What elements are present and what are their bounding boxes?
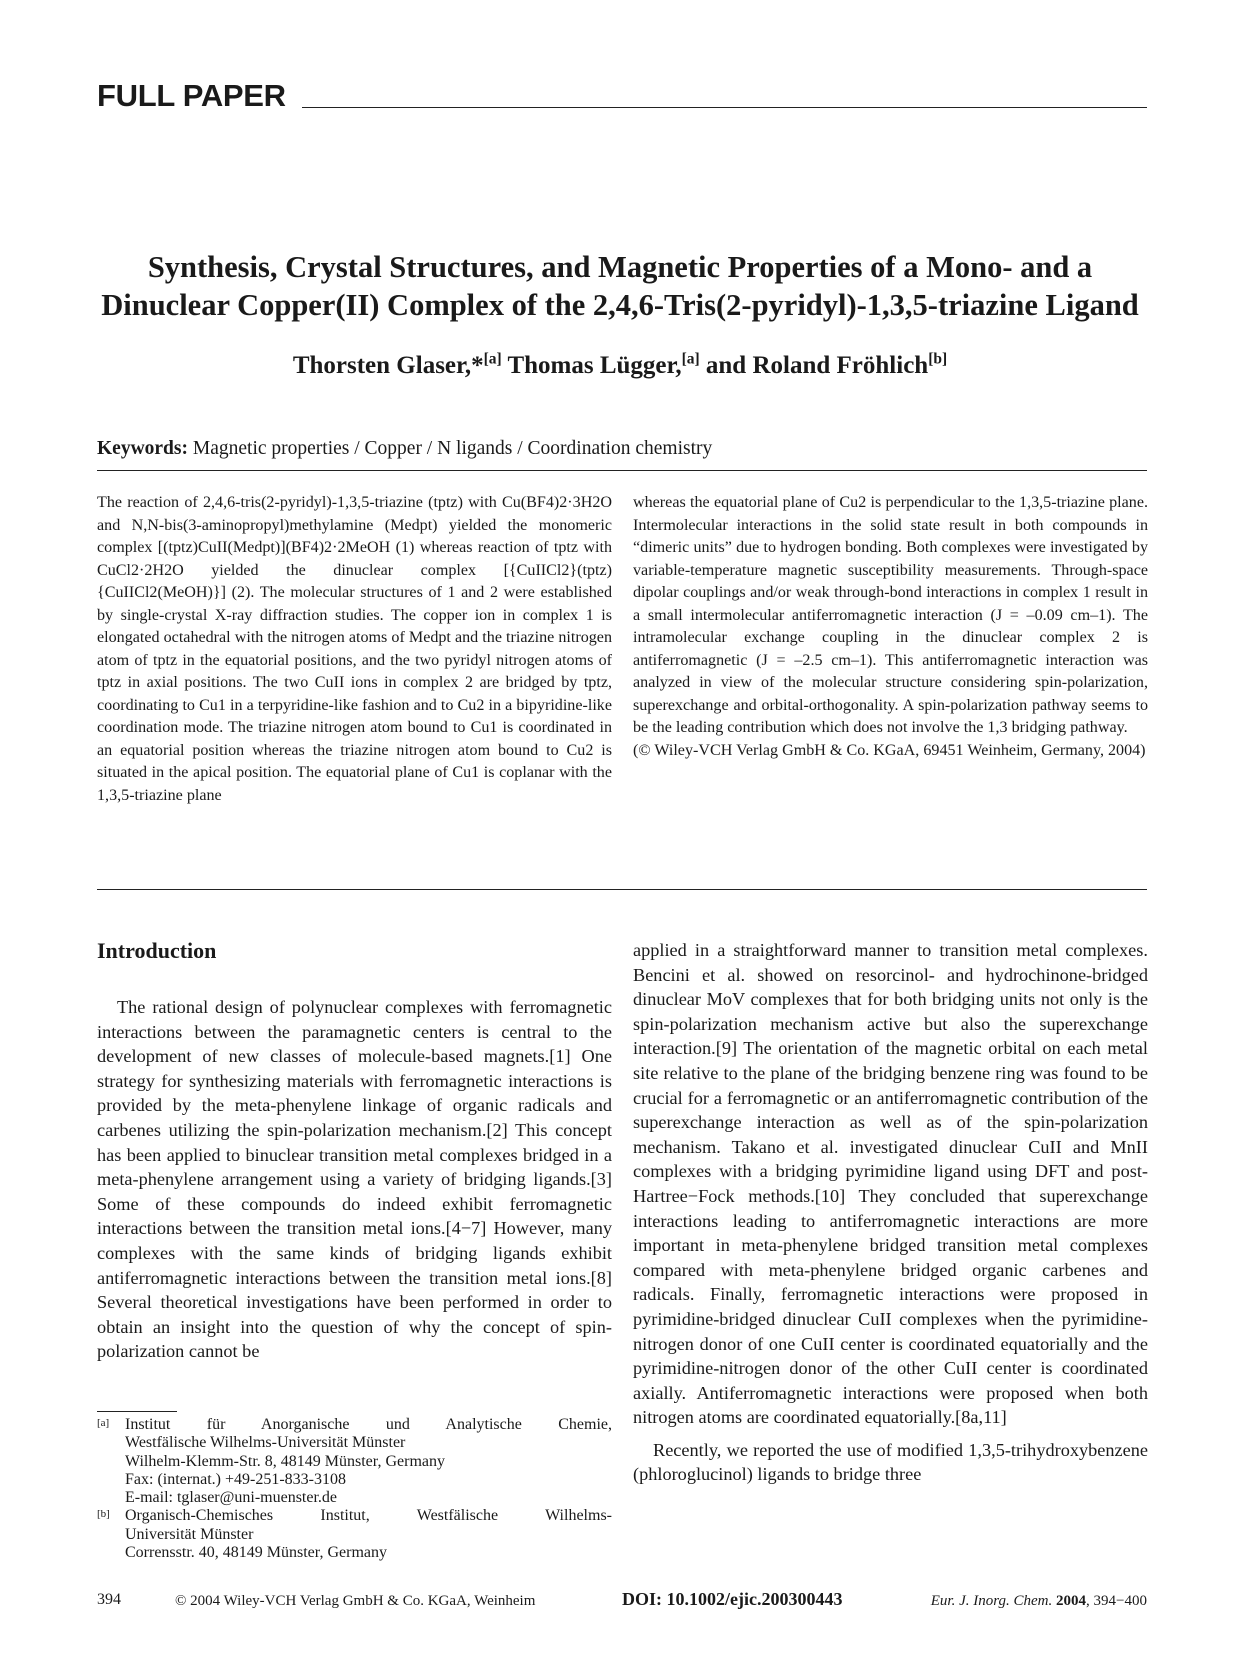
keywords-text: Magnetic properties / Copper / N ligands / Coordination chemistry (192, 438, 713, 459)
footnotes (97, 1416, 612, 1562)
article-type-label: FULL PAPER (97, 78, 286, 113)
author-name: Thorsten Glaser,* (292, 352, 484, 379)
footnote-line: Institut für Anorganische und Analytische Chemie, (125, 1416, 612, 1433)
footnote-line: Wilhelm-Klemm-Str. 8, 48149 Münster, Germany (125, 1452, 445, 1470)
keywords-rule (97, 470, 1147, 471)
footnote-b (97, 1507, 612, 1562)
journal-name: Eur. J. Inorg. Chem. (930, 1593, 1053, 1609)
paragraph: applied in a straightforward manner to transition metal complexes. Bencini et al. showed on resorcinol- and hydrochinone-bridged dinuclear MoV complexes that for both bridging units not only is the spin-polarization mechanism active but also the superexchange interaction.[9] The orientation of the magnetic orbital on each metal site relative to the plane of the bridging benzene ring was found to be crucial for a ferromagnetic or an antiferromagnetic contribution of the superexchange interaction as well as of the spin-polarization mechanism. Takano et al. investigated dinuclear CuII and MnII complexes with a bridging pyrimidine ligand using DFT and post-Hartree−Fock methods.[10] They concluded that superexchange interactions leading to antiferromagnetic interactions are more important in meta-phenylene bridged transition metal complexes compared with meta-phenylene bridged organic carbenes and radicals. Finally, ferromagnetic interactions were proposed in pyrimidine-bridged dinuclear CuII complexes when the pyrimidine-nitrogen donor of one CuII center is coordinated equatorially and the pyrimidine-nitrogen donor of the other CuII center is coordinated axially. Antiferromagnetic interactions were proposed when both nitrogen atoms are coordinated equatorially.[8a,11] (633, 940, 1148, 1428)
author-affiliation: [a] (483, 350, 502, 368)
abstract-text-left: The reaction of 2,4,6-tris(2-pyridyl)-1,3,5-triazine (tptz) with Cu(BF4)2·3H2O and N,N-bis(3-aminopropyl)methylamine (Medpt) yielded the monomeric complex [(tptz)CuII(Medpt)](BF4)2·2MeOH (1) whereas reaction of tptz with CuCl2·2H2O yielded the dinuclear complex [{CuIICl2}(tptz){CuIICl2(MeOH)}] (2). The molecular structures of 1 and 2 were established by single-crystal X-ray diffraction studies. The copper ion in complex 1 is elongated octahedral with the nitrogen atoms of Medpt and the triazine nitrogen atom of tptz in the equatorial positions, and the two pyridyl nitrogen atoms of tptz in axial positions. The two CuII ions in complex 2 are bridged by tptz, coordinating to Cu1 in a terpyridine-like fashion and to Cu2 in a bipyridine-like coordination mode. The triazine nitrogen atom bound to Cu1 is coordinated in an equatorial position whereas the triazine nitrogen atom bound to Cu2 is situated in the apical position. The equatorial plane of Cu1 is coplanar with the 1,3,5-triazine plane (97, 494, 612, 804)
keywords (97, 438, 712, 460)
paragraph: Recently, we reported the use of modified 1,3,5-trihydroxybenzene (phloroglucinol) ligands to bridge three (633, 1439, 1148, 1485)
body-column-right (633, 938, 1148, 1487)
author-affiliation: [a] (681, 350, 700, 368)
running-header (97, 78, 1147, 118)
footnote-line: Universität Münster (125, 1525, 254, 1543)
journal-citation: Eur. J. Inorg. Chem. 2004, 394−400 (930, 1593, 1147, 1609)
author-affiliation: [b] (928, 350, 948, 368)
header-rule (302, 107, 1147, 108)
footnote-email: E-mail: tglaser@uni-muenster.de (125, 1489, 338, 1507)
footer-copyright: © 2004 Wiley-VCH Verlag GmbH & Co. KGaA, Weinheim (175, 1593, 536, 1609)
footnote-line: Westfälische Wilhelms-Universität Münster (125, 1434, 406, 1452)
author-name: Roland Fröhlich (752, 352, 929, 379)
footnote-mark: [b] (97, 1508, 110, 1521)
footnote-a (97, 1416, 612, 1507)
abstract-copyright: (© Wiley-VCH Verlag GmbH & Co. KGaA, 69451 Weinheim, Germany, 2004) (633, 741, 1146, 759)
title-line-1: Synthesis, Crystal Structures, and Magnetic Properties of a Mono- and a (147, 250, 1093, 284)
author-name: Thomas Lügger, (507, 352, 682, 379)
abstract-column-left (97, 492, 612, 807)
title-line-2: Dinuclear Copper(II) Complex of the 2,4,6-Tris(2-pyridyl)-1,3,5-triazine Ligand (101, 288, 1139, 322)
journal-year: 2004 (1056, 1593, 1087, 1609)
author-list: Thorsten Glaser,*[a] Thomas Lügger,[a] and Roland Fröhlich[b] (292, 350, 948, 379)
article-title (60, 248, 1180, 324)
keywords-label: Keywords: (97, 438, 188, 459)
paragraph: The rational design of polynuclear complexes with ferromagnetic interactions between the paramagnetic centers is central to the development of new classes of molecule-based magnets.[1] One strategy for synthesizing materials with ferromagnetic interactions is provided by the meta-phenylene linkage of organic radicals and carbenes utilizing the spin-polarization mechanism.[2] This concept has been applied to binuclear transition metal complexes bridged in a meta-phenylene arrangement using a variety of bridging ligands.[3] Some of these compounds do indeed exhibit ferromagnetic interactions between the transition metal ions.[4−7] However, many complexes with the same kinds of bridging ligands exhibit antiferromagnetic interactions between the transition metal ions.[8] Several theoretical investigations have been performed in order to obtain an insight into the question of why the concept of spin-polarization cannot be (97, 997, 612, 1362)
footnote-line: Fax: (internat.) +49-251-833-3108 (125, 1470, 346, 1488)
doi: DOI: 10.1002/ejic.200300443 (622, 1589, 843, 1609)
abstract-rule (97, 889, 1147, 890)
footnote-line: Corrensstr. 40, 48149 Münster, Germany (125, 1544, 387, 1562)
abstract-text-right: whereas the equatorial plane of Cu2 is perpendicular to the 1,3,5-triazine plane. Intermolecular interactions in the solid state result in both compounds in “dimeric units” due to hydrogen bonding. Both complexes were investigated by variable-temperature magnetic susceptibility measurements. Through-space dipolar couplings and/or weak through-bond interactions in complex 1 result in a small intermolecular antiferromagnetic interaction (J = –0.09 cm–1). The intramolecular exchange coupling in the dinuclear complex 2 is antiferromagnetic (J = –2.5 cm–1). This antiferromagnetic interaction was analyzed in view of the molecular structure considering spin-polarization, superexchange and orbital-orthogonality. A spin-polarization pathway seems to be the leading contribution which does not involve the 1,3 bridging pathway. (633, 494, 1148, 736)
footnote-rule (97, 1411, 177, 1412)
abstract-column-right (633, 492, 1148, 762)
page-number: 394 (97, 1591, 121, 1608)
page-footer (97, 1591, 1147, 1615)
body-column-left (97, 995, 612, 1364)
page-range: 394−400 (1093, 1593, 1147, 1609)
footnote-mark: [a] (97, 1417, 110, 1429)
footnote-line: Organisch-Chemisches Institut, Westfälische Wilhelms- (125, 1507, 612, 1525)
section-heading: Introduction (97, 938, 217, 963)
